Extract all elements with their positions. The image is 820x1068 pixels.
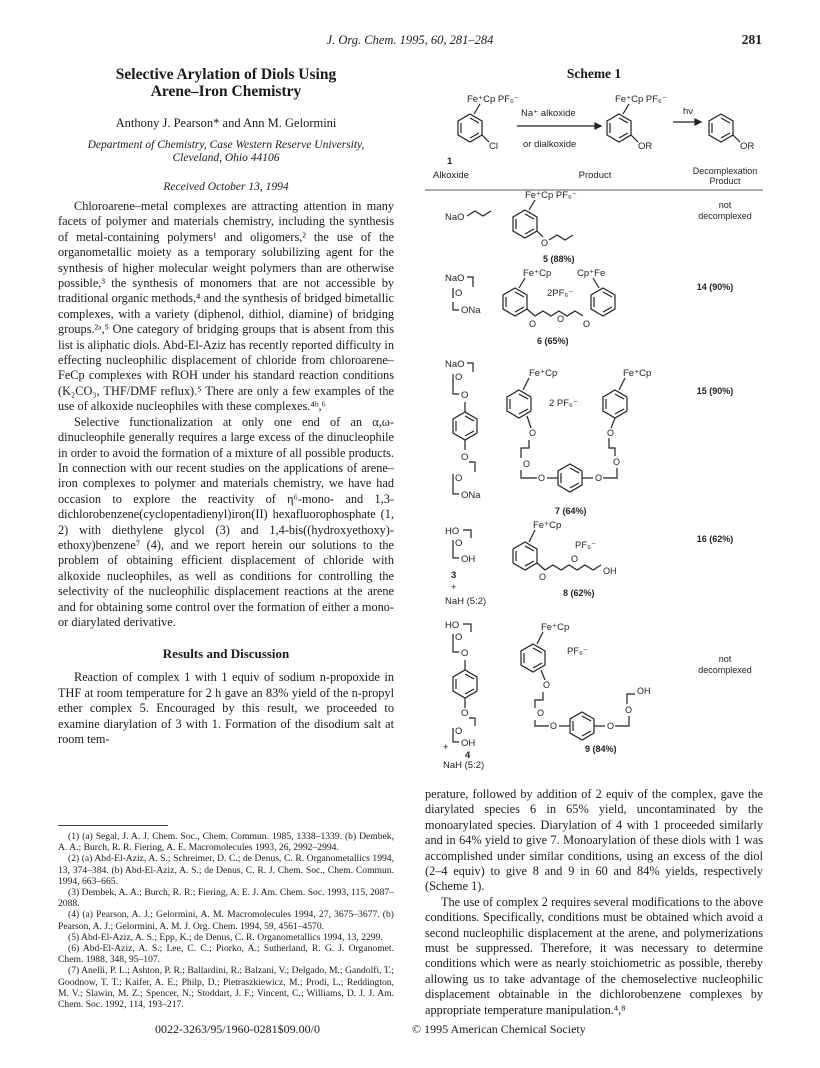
reference-5: (5) Abd-El-Aziz, A. S.; Epp, K.; de Denus, C. R. Organometallics 1994, 13, 2299. [68,931,383,943]
o-label-7a: O [529,428,537,438]
column-alkoxide: Alkoxide [433,170,469,181]
decomplexed-product-general [709,114,754,152]
o-label-4b: O [461,648,469,659]
oh-label-8: OH [603,566,617,576]
fecp-label-8: Fe⁺Cp [533,520,562,531]
o-label-8b: O [571,554,579,564]
ona-label-2: ONa [461,490,481,501]
ho-label-4: HO [445,620,460,631]
scheme-title: Scheme 1 [566,66,622,81]
nah-4: NaH (5:2) [443,760,485,771]
compound-1-label: 1 [447,156,453,167]
fecp-pf6-label-2: Fe⁺Cp PF₆⁻ [615,94,667,105]
o-label-4d: O [455,726,463,737]
o-label-9a: O [543,680,551,690]
footer-copyright: © 1995 American Chemical Society [412,1022,586,1036]
product-5 [513,190,577,248]
label-4: 4 [465,750,471,761]
decomplex-14: 14 (90%) [696,282,734,292]
product-7 [507,368,651,492]
fecp-label-9: Fe⁺Cp [541,622,570,633]
o-label-glycol: O [455,288,463,299]
or-label-2: OR [740,141,755,152]
affiliation [58,139,394,165]
results-paragraph: Reaction of complex 1 with 1 equiv of sodium n-propoxide in THF at room temperature for 2 h gave an 83% yield of the n-propyl ether complex 5. Encouraged by this result, we proceeded to examine diarylation of 3 with 1. Formation of the disodium salt at room tem- [58,670,394,746]
nao-label-3: NaO [445,359,465,370]
o-label-4c: O [461,708,469,719]
o-label-7d: O [595,473,603,483]
starting-complex-1 [447,94,519,167]
o-label-9d: O [607,721,615,731]
product-9 [521,622,651,740]
o-label-d1: O [455,372,463,383]
reference-7: (7) Anelli, P. L.; Ashton, P. R.; Ballardini, R.; Balzani, V.; Delgado, M.; Gandolfi, T.; Goodnow, T. T.; Kaifer, A. E.; Philp, D.; Pietraszkiewicz, M.; Prodi, L.; Reddington, M. V.; Slawin, M. Z.; Spencer, N.; Stoddart, J. F.; Vincent, C.; Williams, D. J. J. Am. Chem. Soc. 1992, 114, 193–217. [58,965,394,1011]
affiliation-line-2: Cleveland, Ohio 44106 [172,152,280,164]
arrowhead-2 [695,119,701,125]
right-paragraph-2: The use of complex 2 requires several modifications to the above conditions. Specifically, conditions must be obtained which avoid a second nucleophilic displacement at the arene, and polymerizations must be suppressed. Therefore, it was necessary to determine conditions which were as nearly stoichiometric as possible, thereby allowing us to take advantage of the chemoselective nucleophilic displacement obtainable in the dichlorobenzene complexes by appropriate temperature manipulation.⁴,⁸ [425,894,763,1017]
nah-3: NaH (5:2) [445,596,487,607]
not-label-1: not [718,200,732,210]
or-label: OR [638,141,653,152]
o-label-6c: O [583,319,591,329]
references [58,825,394,1010]
oh-label-4: OH [461,738,476,749]
yield-8: 8 (62%) [563,588,595,598]
reference-1: (1) (a) Segal, J. A. J. Chem. Soc., Chem. Commun. 1985, 1338–1339. (b) Dembek, A. A.; Burch, R. R. Fiering, A. E. Macromolecules 1993, 26, 2992–2994. [58,831,394,854]
oh-label-9: OH [637,686,651,696]
fecp-label-7a: Fe⁺Cp [529,368,558,379]
fecp-label-7b: Fe⁺Cp [623,368,652,379]
fecp-pf6-label: Fe⁺Cp PF₆⁻ [467,94,519,105]
affiliation-line-1: Department of Chemistry, Case Western Reserve University, [87,139,365,151]
nao-label-2: NaO [445,273,465,284]
hv-label: hν [683,106,694,117]
decomplex-16: 16 (62%) [696,534,734,544]
yield-9: 9 (84%) [585,744,617,754]
yield-7: 7 (64%) [555,506,587,516]
yield-6: 6 (65%) [537,336,569,346]
o-label-6a: O [529,319,537,329]
scheme-drawing [425,82,763,761]
title-line-2: Arene–Iron Chemistry [150,83,302,100]
reagent-label-2: or dialkoxide [523,139,577,150]
two-pf6-label-7: 2 PF₆⁻ [549,398,578,409]
o-label-3: O [455,538,463,549]
o-label-9e: O [625,705,633,715]
label-3: 3 [451,570,457,581]
yield-5: 5 (88%) [543,254,575,264]
product-6 [503,268,615,329]
o-label-7c: O [538,473,546,483]
scheme-1 [425,66,763,771]
ho-label-3: HO [445,526,460,537]
fecp-pf6-label-5: Fe⁺Cp PF₆⁻ [525,190,577,201]
fecp-label-6a: Fe⁺Cp [523,268,552,279]
column-decomplexation: Decomplexation [692,166,758,176]
decomplexed-label-1: decomplexed [698,211,752,221]
diol4-arm-1 [467,363,473,372]
right-paragraph-1: perature, followed by addition of 2 equiv of the complex, gave the diarylated species 6 in 65% yield, uncontaminated by the monoarylated species. Diarylation of 4 with 1 proceeded similarly and in 64% yield to give 7. Monoarylation of these diols with 1 was accomplished under similar conditions, using an excess of the diol (2–4 equiv) to give 8 and 9 in 60 and 84% yields, respectively (Scheme 1). [425,787,763,894]
reference-6: (6) Abd-El-Aziz, A. S.; Lee, C. C.; Piorko, A.; Sutherland, R. G. J. Organomet. Chem. 1988, 348, 95–107. [58,943,394,966]
footer-code: 0022-3263/95/1960-0281$09.00/0 [155,1022,320,1036]
intro-paragraph-2: Selective functionalization at only one end of an α,ω-dinucleophile generally requires a large excess of the dinucleophile in order to avoid the formation of a mixture of all possible products. In connection with our recent studies on the applications of arene–iron complexes to polymer and materials chemistry, we have had occasion to explore the reactivity of η⁶-mono- and 1,3-dichlorobenzene(cyclopentadienyl)iron(II) hexafluorophosphate (1, 2) with diethylene glycol (3) and 1,4-bis((hydroxyethoxy)-ethoxy)benzene⁷ (4), and we report herein our solutions to the problem of obtaining efficient displacement of chloride with alkoxide nucleophiles, as well as conditions for controlling the selectivity of the nucleophilic displacement reactions at the arene and for obtaining some control over the formation of either a mono- or diarylated derivative. [58,414,394,629]
page-number: 281 [741,32,762,47]
plus-3: + [451,582,457,593]
pf6-label-8: PF₆⁻ [575,540,596,551]
column-decomplexation-product: Product [709,176,741,186]
section-heading: Results and Discussion [162,646,290,662]
reference-3: (3) Dembek, A. A.; Burch, R. R.; Fiering, A. E. J. Am. Chem. Soc. 1993, 115, 2087–2088. [58,887,394,910]
o-label-6b: O [557,314,565,324]
diol4b-arm-1 [463,624,471,632]
o-label-9b: O [537,708,545,718]
reference-4: (4) (a) Pearson, A. J.; Gelormini, A. M. Macromolecules 1994, 27, 3675–3677. (b) Pearson, A. J.; Gelormini, A. M. J. Org. Chem. 1994, 59, 4561–4570. [58,909,394,932]
left-column [58,66,394,747]
o-label-5: O [541,238,549,248]
o-label-d3: O [461,452,469,463]
reference-2: (2) (a) Abd-El-Aziz, A. S.; Schreimer, D. C.; de Denus, C. R. Organometallics 1994, 13, 374–384. (b) Abd-El-Aziz, A. S.; de Denus, C. R. J. Chem. Soc., Chem. Commun. 1994, 663–665. [58,853,394,887]
oh-label-3: OH [461,554,476,565]
o-label-7e: O [613,457,621,467]
diol4-arm-3 [469,462,475,472]
pf6-label-9: PF₆⁻ [567,646,588,657]
received-date: Received October 13, 1994 [163,181,289,193]
right-column-text [425,787,763,1018]
arrowhead-1 [595,123,601,129]
o-label-d4: O [455,473,463,484]
title-line-1: Selective Arylation of Diols Using [115,66,337,83]
two-pf6-label-6: 2PF₆⁻ [547,288,574,299]
decomplex-15: 15 (90%) [696,386,734,396]
propoxide-chain [467,211,491,216]
authors: Anthony J. Pearson* and Ann M. Gelormini [115,116,337,130]
glycol-arm-top [467,277,473,287]
o-label-4a: O [455,632,463,643]
not-label-2: not [718,654,732,664]
product-complex-general [607,94,667,152]
glycol3-arm-top [463,530,471,538]
cl-label: Cl [489,141,498,152]
ona-label-1: ONa [461,305,481,316]
diol4b-arm-3 [469,718,475,726]
o-label-9c: O [550,721,558,731]
intro-paragraph-1: Chloroarene–metal complexes are attracting attention in many facets of polymer and materials chemistry, including the synthesis of metal-containing polymers¹ and oligomers,² the use of the organometallic moiety as a temporary solubilizing agent for the synthesis of higher molecular weight polymers than are otherwise possible,³ the synthesis of monomers that are not accessible by traditional organic methods,⁴ and the synthesis of bridged bimetallic complexes, with a variety (diphenol, dithiol, diamine) of bridging groups.²ᵃ,⁵ One category of bridging groups that is absent from this list is aliphatic diols. Abd-El-Aziz has recently reported difficulty in effecting nucleophilic displacement of chloride from chloroarene–FeCp complexes with ROH under his standard reaction conditions (K₂CO₃, THF/DMF reflux).⁵ There are only a few examples of the use of alkoxide nucleophiles with these complexes.⁴ᵇ,⁶ [58,199,394,414]
glycol-arm-bottom [453,302,459,310]
plus-4: + [443,742,449,753]
reagent-label: Na⁺ alkoxide [521,108,576,119]
cpfe-label-6: Cp⁺Fe [577,268,606,279]
running-header: J. Org. Chem. 1995, 60, 281–284 [326,33,494,47]
o-label-8a: O [539,572,547,582]
column-product: Product [578,170,612,181]
footnote-rule [58,825,168,826]
nao-label-1: NaO [445,212,465,223]
o-label-7b: O [523,459,531,469]
product-8 [513,520,617,582]
o-label-7f: O [607,428,615,438]
o-label-d2: O [461,390,469,401]
article-title [58,66,394,100]
decomplexed-label-2: decomplexed [698,665,752,675]
